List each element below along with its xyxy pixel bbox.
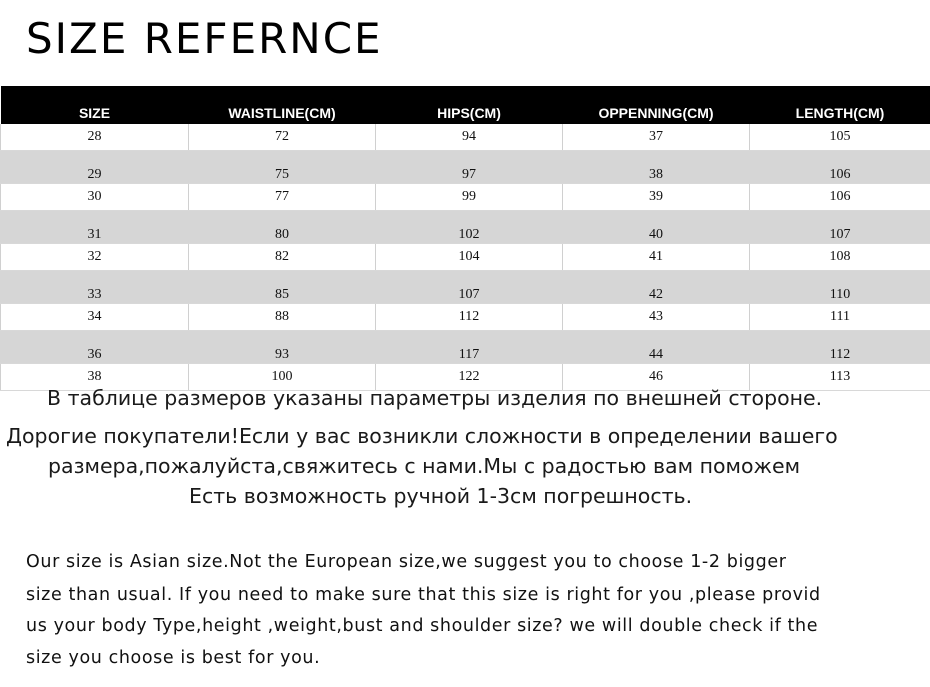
cell-opening: 37 xyxy=(563,124,750,151)
cell-length: 111 xyxy=(750,304,930,331)
cell-size: 38 xyxy=(1,364,189,391)
table-header-row xyxy=(1,86,930,124)
size-table xyxy=(0,86,930,391)
table-row xyxy=(1,331,930,364)
cell-size: 31 xyxy=(1,211,189,244)
cell-waistline: 77 xyxy=(189,184,376,211)
cell-waistline: 93 xyxy=(189,331,376,364)
cell-length: 112 xyxy=(750,331,930,364)
cell-waistline: 82 xyxy=(189,244,376,271)
russian-note-line: Есть возможность ручной 1-3см погрешность. xyxy=(189,484,693,508)
cell-opening: 38 xyxy=(563,151,750,184)
cell-size: 32 xyxy=(1,244,189,271)
cell-waistline: 88 xyxy=(189,304,376,331)
cell-hips: 122 xyxy=(376,364,563,391)
table-row xyxy=(1,304,930,331)
cell-size: 34 xyxy=(1,304,189,331)
cell-length: 113 xyxy=(750,364,930,391)
cell-length: 106 xyxy=(750,151,930,184)
table-row xyxy=(1,124,930,151)
english-note-line: size than usual. If you need to make sure that this size is right for you ,please provid xyxy=(26,585,821,605)
cell-waistline: 75 xyxy=(189,151,376,184)
cell-length: 107 xyxy=(750,211,930,244)
cell-size: 28 xyxy=(1,124,189,151)
cell-size: 30 xyxy=(1,184,189,211)
russian-note-line: Дорогие покупатели!Если у вас возникли сложности в определении вашего xyxy=(6,424,838,448)
cell-waistline: 100 xyxy=(189,364,376,391)
cell-hips: 97 xyxy=(376,151,563,184)
cell-hips: 117 xyxy=(376,331,563,364)
cell-opening: 39 xyxy=(563,184,750,211)
header-waistline: WAISTLINE(CM) xyxy=(189,86,376,124)
cell-size: 33 xyxy=(1,271,189,304)
cell-opening: 46 xyxy=(563,364,750,391)
table-row xyxy=(1,211,930,244)
table-row xyxy=(1,244,930,271)
english-note-line: Our size is Asian size.Not the European size,we suggest you to choose 1-2 bigger xyxy=(26,552,787,572)
table-row xyxy=(1,271,930,304)
cell-size: 29 xyxy=(1,151,189,184)
cell-length: 106 xyxy=(750,184,930,211)
cell-opening: 44 xyxy=(563,331,750,364)
cell-waistline: 85 xyxy=(189,271,376,304)
russian-note-line: В таблице размеров указаны параметры изделия по внешней стороне. xyxy=(47,386,823,410)
cell-size: 36 xyxy=(1,331,189,364)
table-row xyxy=(1,184,930,211)
russian-note-line: размера,пожалуйста,свяжитесь с нами.Мы с радостью вам поможем xyxy=(48,454,801,478)
table-row xyxy=(1,151,930,184)
cell-waistline: 80 xyxy=(189,211,376,244)
cell-length: 110 xyxy=(750,271,930,304)
cell-waistline: 72 xyxy=(189,124,376,151)
header-size: SIZE xyxy=(1,86,189,124)
cell-opening: 42 xyxy=(563,271,750,304)
cell-hips: 107 xyxy=(376,271,563,304)
cell-hips: 102 xyxy=(376,211,563,244)
cell-length: 105 xyxy=(750,124,930,151)
header-hips: HIPS(CM) xyxy=(376,86,563,124)
table-body xyxy=(1,124,930,391)
cell-hips: 94 xyxy=(376,124,563,151)
page-title: SIZE REFERNCE xyxy=(26,14,383,63)
cell-hips: 112 xyxy=(376,304,563,331)
header-opening: OPPENNING(CM) xyxy=(563,86,750,124)
cell-opening: 40 xyxy=(563,211,750,244)
cell-hips: 99 xyxy=(376,184,563,211)
cell-opening: 41 xyxy=(563,244,750,271)
cell-length: 108 xyxy=(750,244,930,271)
english-note-line: size you choose is best for you. xyxy=(26,648,321,668)
cell-hips: 104 xyxy=(376,244,563,271)
english-note-line: us your body Type,height ,weight,bust and shoulder size? we will double check if the xyxy=(26,616,819,636)
header-length: LENGTH(CM) xyxy=(750,86,930,124)
cell-opening: 43 xyxy=(563,304,750,331)
